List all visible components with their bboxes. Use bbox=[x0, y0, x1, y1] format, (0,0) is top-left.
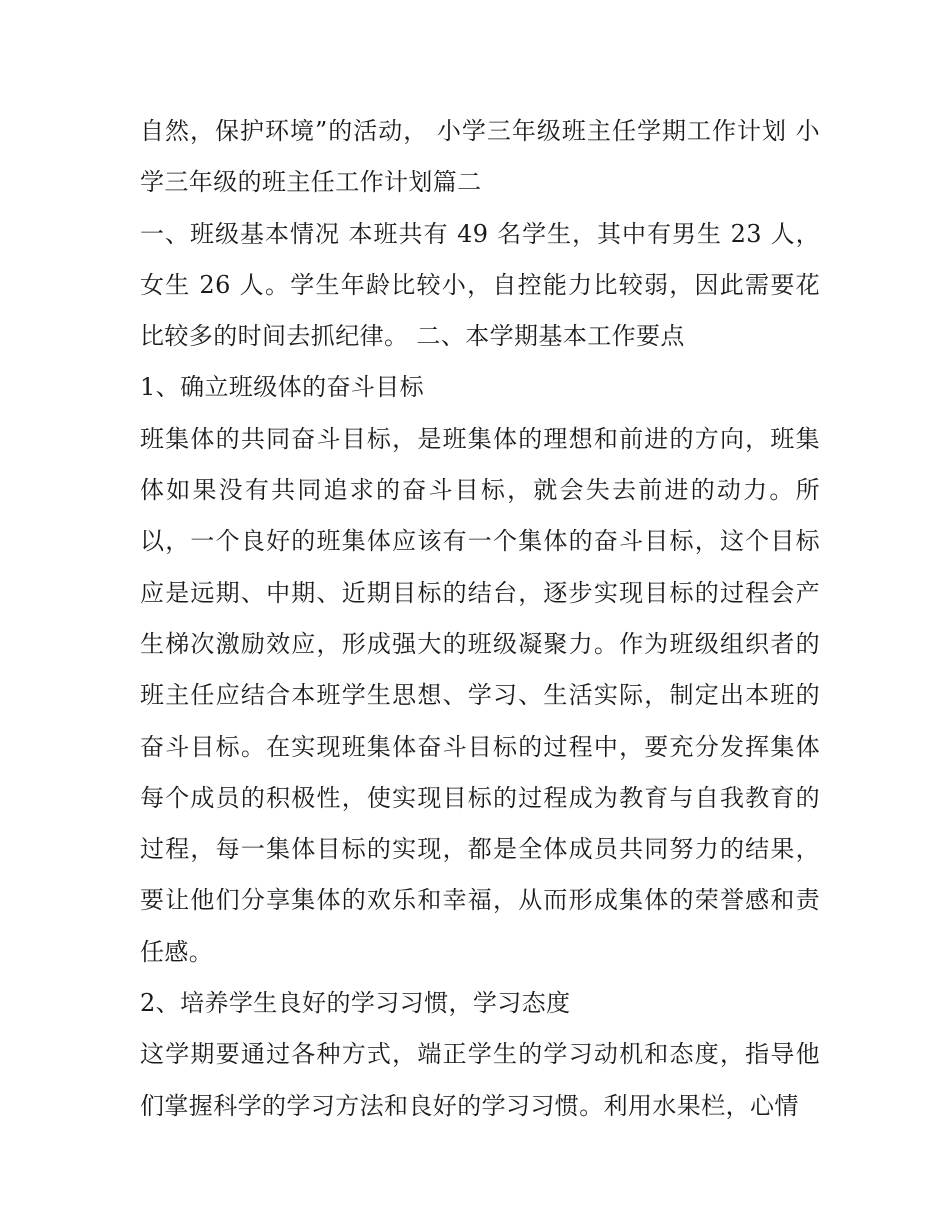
paragraph-intro: 自然，保护环境”的活动， 小学三年级班主任学期工作计划 小学三年级的班主任工作计划篇二 bbox=[140, 117, 820, 197]
heading-habits: 2、培养学生良好的学习习惯，学习态度 bbox=[140, 989, 571, 1018]
paragraph-goal: 班集体的共同奋斗目标，是班集体的理想和前进的方向，班集体如果没有共同追求的奋斗目标，就会失去前进的动力。所以，一个良好的班集体应该有一个集体的奋斗目标，这个目标应是远期、中期、近期目标的结台，逐步实现目标的过程会产生梯次激励效应，形成强大的班级凝聚力。作为班级组织者的班主任应结合本班学生思想、学习、生活实际，制定出本班的奋斗目标。在实现班集体奋斗目标的过程中，要充分发挥集体每个成员的积极性，使实现目标的过程成为教育与自我教育的过程，每一集体目标的实现，都是全体成员共同努力的结果，要让他们分享集体的欢乐和幸福，从而形成集体的荣誉感和责任感。 bbox=[140, 424, 820, 966]
heading-goal: 1、确立班级体的奋斗目标 bbox=[140, 373, 425, 402]
paragraph-class-info: 一、班级基本情况 本班共有 49 名学生，其中有男生 23 人，女生 26 人。学生年龄比较小，自控能力比较弱，因此需要花比较多的时间去抓纪律。 二、本学期基本工作要点 bbox=[140, 219, 820, 351]
document-body bbox=[140, 106, 820, 1132]
paragraph-habits: 这学期要通过各种方式，端正学生的学习动机和态度，指导他们掌握科学的学习方法和良好的学习习惯。利用水果栏，心情 bbox=[140, 1040, 820, 1120]
